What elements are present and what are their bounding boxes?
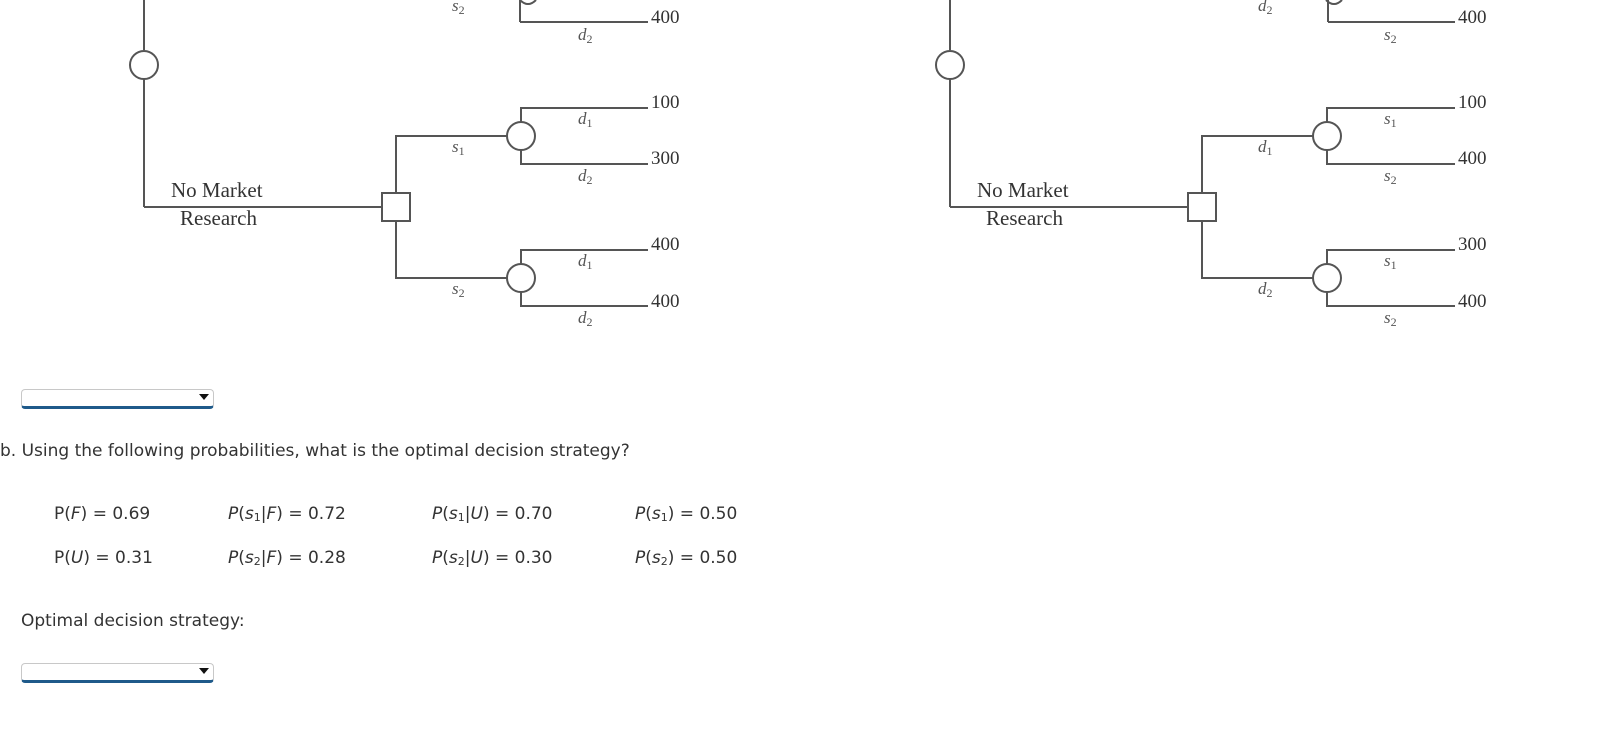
right-label-s2-upper: s2 xyxy=(1384,166,1397,187)
left-label-d2-lower: d2 xyxy=(578,308,593,329)
right-payoff-3: 400 xyxy=(1458,148,1487,169)
right-label-d2: d2 xyxy=(1258,279,1273,300)
chevron-down-icon xyxy=(199,394,209,400)
right-label-s1-lower: s1 xyxy=(1384,251,1397,272)
left-label-s2-top: s2 xyxy=(452,0,465,17)
left-payoff-3: 300 xyxy=(651,148,680,169)
prob-ps1-given-u: $P(s_1|U) = 0.70$ xyxy=(432,504,553,524)
left-payoff-4: 400 xyxy=(651,234,680,255)
left-chance-node-s2 xyxy=(507,264,535,292)
right-decision-node xyxy=(1188,193,1216,221)
left-root-chance-node xyxy=(130,51,158,79)
left-label-d2-top: d2 xyxy=(578,25,593,46)
right-label-d1: d1 xyxy=(1258,137,1273,158)
left-chance-node-s1 xyxy=(507,122,535,150)
left-label-s1: s1 xyxy=(452,137,465,158)
prob-ps2: $P(s_2) = 0.50$ xyxy=(635,548,738,568)
right-chance-node-d1 xyxy=(1313,122,1341,150)
right-no-market-research-label-line2: Research xyxy=(986,206,1063,230)
right-label-s1-upper: s1 xyxy=(1384,109,1397,130)
left-label-s2: s2 xyxy=(452,279,465,300)
right-payoff-5: 400 xyxy=(1458,291,1487,312)
left-no-market-research-label-line1: No Market xyxy=(171,178,263,202)
left-payoff-5: 400 xyxy=(651,291,680,312)
left-label-d1-lower: d1 xyxy=(578,251,593,272)
left-no-market-research-label-line2: Research xyxy=(180,206,257,230)
right-label-s2-lower: s2 xyxy=(1384,308,1397,329)
left-label-d1-upper: d1 xyxy=(578,109,593,130)
prob-ps1: $P(s_1) = 0.50$ xyxy=(635,504,738,524)
left-decision-node xyxy=(382,193,410,221)
right-payoff-4: 300 xyxy=(1458,234,1487,255)
optimal-strategy-label: Optimal decision strategy: xyxy=(21,611,245,631)
left-payoff-1: 400 xyxy=(651,7,680,28)
left-label-d2-upper: d2 xyxy=(578,166,593,187)
right-root-chance-node xyxy=(936,51,964,79)
decision-trees xyxy=(0,0,1612,360)
right-label-s2-top: s2 xyxy=(1384,25,1397,46)
tree-choice-dropdown[interactable] xyxy=(21,389,214,409)
right-decision-tree xyxy=(936,0,1487,329)
chevron-down-icon xyxy=(199,668,209,674)
left-payoff-2: 100 xyxy=(651,92,680,113)
optimal-strategy-dropdown[interactable] xyxy=(21,663,214,683)
right-label-d2-top: d2 xyxy=(1258,0,1273,17)
right-payoff-1: 400 xyxy=(1458,7,1487,28)
prob-ps1-given-f: $P(s_1|F) = 0.72$ xyxy=(228,504,346,524)
right-no-market-research-label-line1: No Market xyxy=(977,178,1069,202)
prob-ps2-given-f: $P(s_2|F) = 0.28$ xyxy=(228,548,346,568)
right-chance-node-d2 xyxy=(1313,264,1341,292)
right-payoff-2: 100 xyxy=(1458,92,1487,113)
left-decision-tree xyxy=(130,0,680,329)
prob-ps2-given-u: $P(s_2|U) = 0.30$ xyxy=(432,548,553,568)
prob-pf: P(F) = 0.69 xyxy=(54,504,151,524)
prob-pu: P(U) = 0.31 xyxy=(54,548,153,568)
question-b-text: b. Using the following probabilities, what is the optimal decision strategy? xyxy=(0,441,630,461)
